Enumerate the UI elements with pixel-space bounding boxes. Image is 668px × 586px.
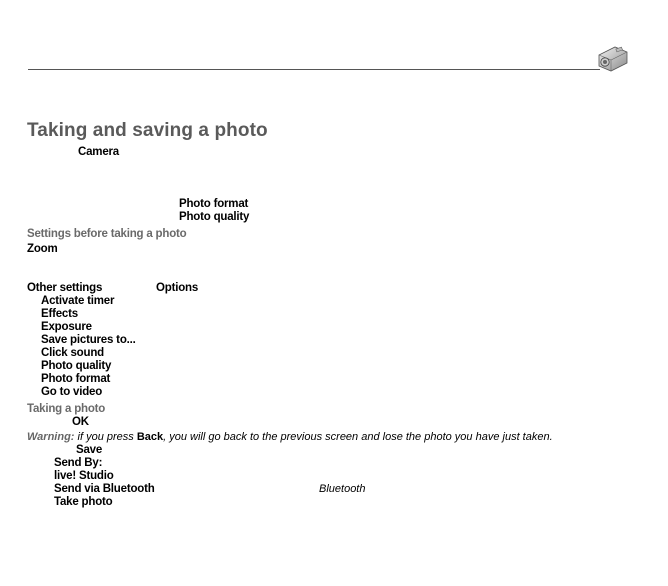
menu-item-activate-timer: Activate timer — [41, 295, 115, 307]
photo-format-label: Photo format — [179, 198, 249, 210]
take-photo-label: Take photo — [54, 496, 113, 508]
camera-icon — [596, 43, 630, 73]
header-rule — [28, 69, 600, 70]
menu-item-photo-quality: Photo quality — [41, 360, 112, 372]
zoom-label: Zoom — [27, 243, 58, 255]
options-label: Options — [156, 282, 199, 294]
warning-text-after: , you will go back to the previous screen and lose the photo you have just taken. — [163, 431, 553, 443]
page-title: Taking and saving a photo — [27, 120, 268, 141]
photo-quality-label: Photo quality — [179, 211, 250, 223]
bluetooth-label: Bluetooth — [319, 483, 366, 495]
menu-item-save-pictures-to: Save pictures to... — [41, 334, 136, 346]
send-item-live-studio: live! Studio — [54, 470, 114, 482]
taking-photo-heading: Taking a photo — [27, 403, 106, 415]
warning-label: Warning: — [27, 431, 75, 443]
camera-label: Camera — [78, 146, 119, 158]
other-settings-label: Other settings — [27, 282, 103, 294]
menu-item-go-to-video: Go to video — [41, 386, 103, 398]
send-item-bluetooth: Send via Bluetooth — [54, 483, 155, 495]
menu-item-photo-format: Photo format — [41, 373, 111, 385]
back-key-label: Back — [136, 431, 164, 443]
menu-item-effects: Effects — [41, 308, 78, 320]
ok-label: OK — [72, 416, 89, 428]
warning-note — [27, 431, 553, 443]
menu-item-exposure: Exposure — [41, 321, 92, 333]
menu-item-click-sound: Click sound — [41, 347, 104, 359]
settings-heading: Settings before taking a photo — [27, 228, 187, 240]
send-by-label: Send By: — [54, 457, 103, 469]
save-label: Save — [76, 444, 103, 456]
warning-text-before: if you press — [74, 431, 137, 443]
